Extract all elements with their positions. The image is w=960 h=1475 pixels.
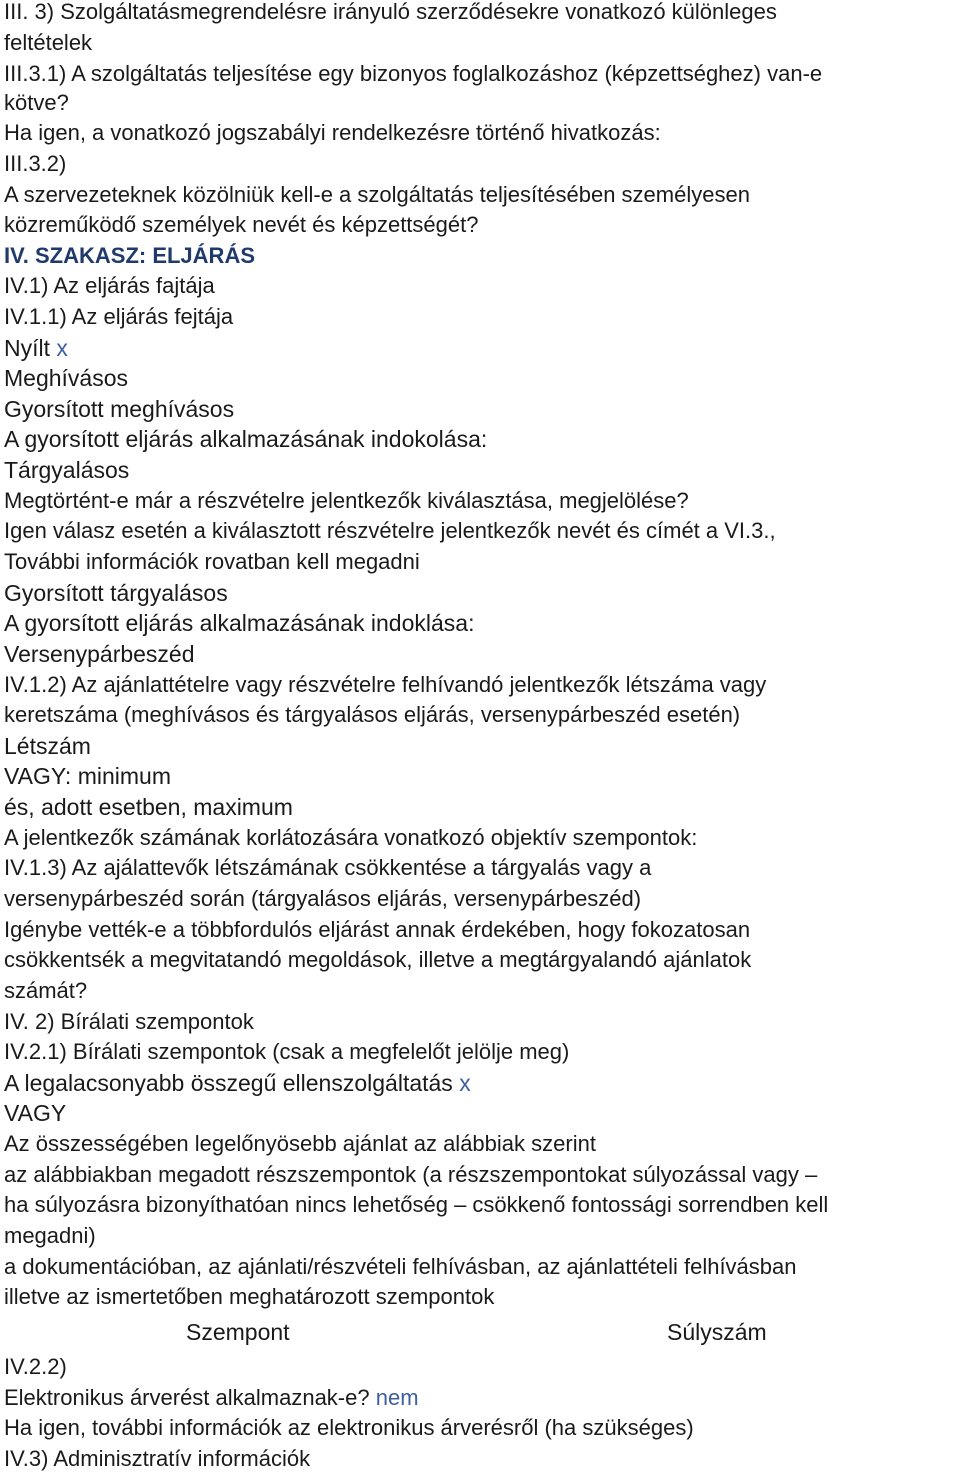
section-title-iii3: III. 3) Szolgáltatásmegrendelésre irányuló szerződésekre vonatkozó különleges	[4, 0, 777, 24]
text-line: IV.1.1) Az eljárás fejtája	[4, 304, 234, 329]
text-line: VAGY	[4, 1100, 67, 1126]
text-line: megadni)	[4, 1223, 96, 1248]
text-line: IV. 2) Bírálati szempontok	[4, 1009, 254, 1034]
text-line: III.3.2)	[4, 151, 67, 176]
selected-mark: x	[459, 1070, 471, 1096]
table-header-criterion: Szempont	[186, 1319, 290, 1345]
question-label: Elektronikus árverést alkalmaznak-e?	[4, 1385, 370, 1410]
option-versenyparbeszed: Versenypárbeszéd	[4, 641, 195, 667]
text-line: feltételek	[4, 30, 93, 55]
text-line: A gyorsított eljárás alkalmazásának indokolása:	[4, 426, 488, 452]
text-line: Igen válasz esetén a kiválasztott részvételre jelentkezők nevét és címét a VI.3.,	[4, 518, 776, 543]
text-line: kötve?	[4, 90, 69, 115]
text-line: illetve az ismertetőben meghatározott szempontok	[4, 1284, 495, 1309]
text-line: IV.1.3) Az ajálattevők létszámának csökkentése a tárgyalás vagy a	[4, 855, 652, 880]
text-line: számát?	[4, 978, 88, 1003]
answer-mark: nem	[375, 1385, 419, 1410]
text-line: További információk rovatban kell megadni	[4, 549, 420, 574]
text-line: IV.2.2)	[4, 1354, 67, 1379]
section-heading-iv: IV. SZAKASZ: ELJÁRÁS	[4, 243, 256, 268]
auction-question	[4, 1384, 419, 1412]
text-line: versenypárbeszéd során (tárgyalásos eljárás, versenypárbeszéd)	[4, 886, 642, 911]
selected-mark: x	[56, 335, 68, 361]
table-header-weight: Súlyszám	[667, 1319, 767, 1345]
option-targyalasos: Tárgyalásos	[4, 457, 130, 483]
text-line: VAGY: minimum	[4, 763, 171, 789]
text-line: Az összességében legelőnyösebb ajánlat az alábbiak szerint	[4, 1131, 596, 1156]
text-line: IV.1.2) Az ajánlattételre vagy részvételre felhívandó jelentkezők létszáma vagy	[4, 672, 767, 697]
text-line: a dokumentációban, az ajánlati/részvételi felhívásban, az ajánlattételi felhívásban	[4, 1254, 797, 1279]
option-nyilt	[4, 334, 68, 362]
option-lowest-price	[4, 1069, 471, 1097]
text-line: ha súlyozásra bizonyíthatóan nincs lehetőség – csökkenő fontossági sorrendben kell	[4, 1192, 829, 1217]
text-line: IV.3) Adminisztratív információk	[4, 1446, 311, 1471]
text-line: Ha igen, a vonatkozó jogszabályi rendelkezésre történő hivatkozás:	[4, 120, 661, 145]
text-line: közreműködő személyek nevét és képzettségét?	[4, 212, 479, 237]
text-line: az alábbiakban megadott részszempontok (a részszempontokat súlyozással vagy –	[4, 1162, 818, 1187]
option-gyorsitott-targyalasos: Gyorsított tárgyalásos	[4, 580, 228, 606]
text-line: csökkentsék a megvitatandó megoldások, illetve a megtárgyalandó ajánlatok	[4, 947, 752, 972]
text-line: Ha igen, további információk az elektronikus árverésről (ha szükséges)	[4, 1415, 694, 1440]
text-line: és, adott esetben, maximum	[4, 794, 293, 820]
option-gyorsitott-meghivasos: Gyorsított meghívásos	[4, 396, 235, 422]
text-line: Létszám	[4, 733, 91, 759]
text-line: IV.2.1) Bírálati szempontok (csak a megfelelőt jelölje meg)	[4, 1039, 570, 1064]
text-line: keretszáma (meghívásos és tárgyalásos eljárás, versenypárbeszéd esetén)	[4, 702, 741, 727]
text-line: III.3.1) A szolgáltatás teljesítése egy bizonyos foglalkozáshoz (képzettséghez) van-e	[4, 61, 823, 86]
option-meghivasos: Meghívásos	[4, 365, 129, 391]
text-line: Megtörtént-e már a részvételre jelentkezők kiválasztása, megjelölése?	[4, 488, 689, 513]
text-line: A jelentkezők számának korlátozására vonatkozó objektív szempontok:	[4, 825, 698, 850]
text-line: Igénybe vették-e a többfordulós eljárást annak érdekében, hogy fokozatosan	[4, 917, 751, 942]
text-line: A szervezeteknek közölniük kell-e a szolgáltatás teljesítésében személyesen	[4, 182, 750, 207]
option-label: A legalacsonyabb összegű ellenszolgáltatás	[4, 1070, 453, 1096]
text-line: IV.1) Az eljárás fajtája	[4, 273, 215, 298]
text-line: A gyorsított eljárás alkalmazásának indoklása:	[4, 610, 475, 636]
option-label: Nyílt	[4, 335, 50, 361]
